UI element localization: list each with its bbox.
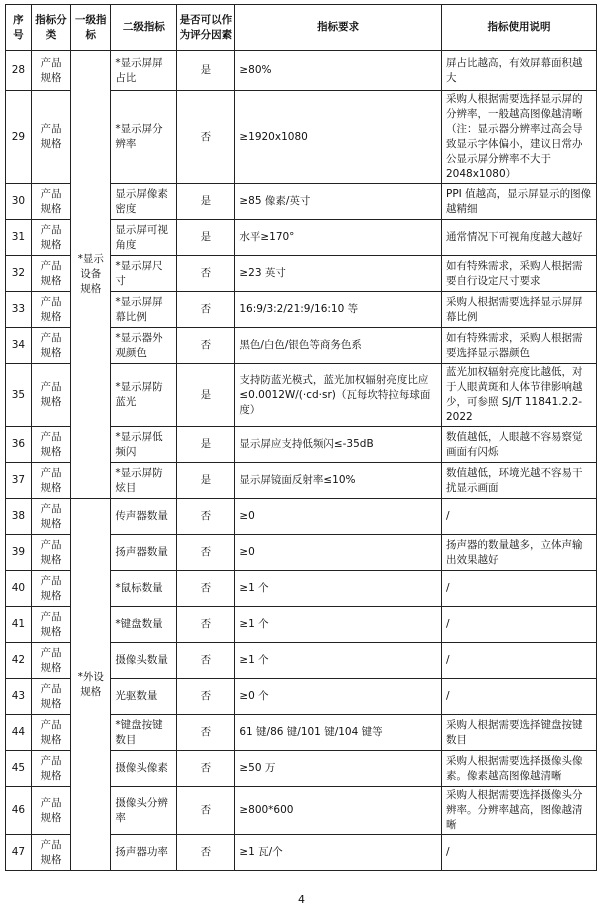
row-requirement: ≥1920x1080	[235, 91, 442, 184]
row-notes: 如有特殊需求，采购人根据需要自行设定尺寸要求	[441, 256, 596, 292]
group-peripheral: *外设规格	[71, 499, 111, 871]
row-requirement: ≥50 万	[235, 751, 442, 787]
row-scoring: 是	[177, 51, 235, 91]
row-seq: 28	[6, 51, 32, 91]
row-notes: 采购人根据需要选择摄像头分辨率。分辨率越高，图像越清晰	[441, 787, 596, 835]
row-category: 产品规格	[31, 184, 70, 220]
row-scoring: 否	[177, 499, 235, 535]
row-notes: 数值越低，人眼越不容易察觉画面有闪烁	[441, 427, 596, 463]
row-category: 产品规格	[31, 463, 70, 499]
row-scoring: 是	[177, 463, 235, 499]
row-level2: *显示屏尺寸	[111, 256, 177, 292]
row-scoring: 否	[177, 571, 235, 607]
row-level2: *显示屏分辨率	[111, 91, 177, 184]
row-seq: 39	[6, 535, 32, 571]
row-requirement: 显示屏镜面反射率≤10%	[235, 463, 442, 499]
row-seq: 30	[6, 184, 32, 220]
row-notes: PPI 值越高，显示屏显示的图像越精细	[441, 184, 596, 220]
row-notes: 数值越低，环境光越不容易干扰显示画面	[441, 463, 596, 499]
row-requirement: ≥23 英寸	[235, 256, 442, 292]
row-level2: 传声器数量	[111, 499, 177, 535]
row-category: 产品规格	[31, 91, 70, 184]
row-requirement: ≥1 个	[235, 643, 442, 679]
row-seq: 31	[6, 220, 32, 256]
row-level2: *键盘数量	[111, 607, 177, 643]
row-category: 产品规格	[31, 51, 70, 91]
row-requirement: ≥1 个	[235, 571, 442, 607]
row-scoring: 否	[177, 292, 235, 328]
row-category: 产品规格	[31, 715, 70, 751]
row-notes: /	[441, 607, 596, 643]
row-scoring: 否	[177, 607, 235, 643]
row-level2: *鼠标数量	[111, 571, 177, 607]
row-requirement: 16:9/3:2/21:9/16:10 等	[235, 292, 442, 328]
row-seq: 47	[6, 835, 32, 871]
row-notes: 采购人根据需要选择摄像头像素。像素越高图像越清晰	[441, 751, 596, 787]
row-notes: /	[441, 679, 596, 715]
row-requirement: ≥800*600	[235, 787, 442, 835]
row-requirement: ≥0 个	[235, 679, 442, 715]
row-level2: *显示屏屏占比	[111, 51, 177, 91]
row-category: 产品规格	[31, 256, 70, 292]
row-scoring: 否	[177, 715, 235, 751]
row-requirement: 黑色/白色/银色等商务色系	[235, 328, 442, 364]
row-seq: 37	[6, 463, 32, 499]
header-notes: 指标使用说明	[441, 5, 596, 51]
row-scoring: 是	[177, 427, 235, 463]
row-scoring: 否	[177, 328, 235, 364]
row-level2: *显示屏屏幕比例	[111, 292, 177, 328]
table-row	[6, 499, 597, 535]
row-level2: 摄像头分辨率	[111, 787, 177, 835]
row-category: 产品规格	[31, 499, 70, 535]
row-seq: 42	[6, 643, 32, 679]
row-seq: 45	[6, 751, 32, 787]
row-scoring: 否	[177, 787, 235, 835]
row-requirement: ≥1 个	[235, 607, 442, 643]
row-requirement: 支持防蓝光模式，蓝光加权辐射亮度比应≤0.0012W/(·cd·sr)（瓦每坎特拉每球面度）	[235, 364, 442, 427]
row-category: 产品规格	[31, 535, 70, 571]
row-scoring: 否	[177, 751, 235, 787]
row-category: 产品规格	[31, 751, 70, 787]
row-seq: 36	[6, 427, 32, 463]
header-scoring: 是否可以作为评分因素	[177, 5, 235, 51]
header-seq: 序号	[6, 5, 32, 51]
row-seq: 41	[6, 607, 32, 643]
row-category: 产品规格	[31, 679, 70, 715]
row-requirement: 显示屏应支持低频闪≤-35dB	[235, 427, 442, 463]
spec-table	[5, 4, 597, 871]
row-seq: 29	[6, 91, 32, 184]
row-seq: 43	[6, 679, 32, 715]
row-seq: 33	[6, 292, 32, 328]
group-display: *显示设备规格	[71, 51, 111, 499]
row-category: 产品规格	[31, 292, 70, 328]
row-level2: 扬声器数量	[111, 535, 177, 571]
row-requirement: ≥80%	[235, 51, 442, 91]
row-seq: 44	[6, 715, 32, 751]
row-notes: 如有特殊需求，采购人根据需要选择显示器颜色	[441, 328, 596, 364]
row-notes: /	[441, 499, 596, 535]
row-seq: 46	[6, 787, 32, 835]
row-requirement: ≥0	[235, 499, 442, 535]
row-category: 产品规格	[31, 571, 70, 607]
row-seq: 40	[6, 571, 32, 607]
row-level2: *键盘按键数目	[111, 715, 177, 751]
row-level2: *显示器外观颜色	[111, 328, 177, 364]
row-seq: 38	[6, 499, 32, 535]
header-level2: 二级指标	[111, 5, 177, 51]
header-level1: 一级指标	[71, 5, 111, 51]
row-category: 产品规格	[31, 835, 70, 871]
row-category: 产品规格	[31, 220, 70, 256]
row-scoring: 是	[177, 184, 235, 220]
row-notes: 通常情况下可视角度越大越好	[441, 220, 596, 256]
row-scoring: 否	[177, 256, 235, 292]
row-scoring: 是	[177, 364, 235, 427]
row-seq: 32	[6, 256, 32, 292]
row-level2: *显示屏低频闪	[111, 427, 177, 463]
row-category: 产品规格	[31, 607, 70, 643]
row-notes: 蓝光加权辐射亮度比越低，对于人眼黄斑和人体节律影响越少，可参照 SJ/T 11841.2.2-2022	[441, 364, 596, 427]
row-level2: 摄像头像素	[111, 751, 177, 787]
page-number: 4	[298, 893, 305, 906]
row-level2: 扬声器功率	[111, 835, 177, 871]
row-seq: 35	[6, 364, 32, 427]
row-level2: 摄像头数量	[111, 643, 177, 679]
row-notes: 采购人根据需要选择键盘按键数目	[441, 715, 596, 751]
row-requirement: 水平≥170°	[235, 220, 442, 256]
row-requirement: 61 键/86 键/101 键/104 键等	[235, 715, 442, 751]
row-category: 产品规格	[31, 787, 70, 835]
row-notes: 采购人根据需要选择显示屏屏幕比例	[441, 292, 596, 328]
row-requirement: ≥0	[235, 535, 442, 571]
header-category: 指标分类	[31, 5, 70, 51]
row-category: 产品规格	[31, 328, 70, 364]
row-scoring: 否	[177, 91, 235, 184]
row-level2: 显示屏可视角度	[111, 220, 177, 256]
row-notes: 屏占比越高，有效屏幕面积越大	[441, 51, 596, 91]
row-scoring: 否	[177, 535, 235, 571]
row-seq: 34	[6, 328, 32, 364]
table-row	[6, 51, 597, 91]
row-scoring: 否	[177, 643, 235, 679]
row-notes: /	[441, 835, 596, 871]
row-level2: 显示屏像素密度	[111, 184, 177, 220]
header-row	[6, 5, 597, 51]
row-level2: *显示屏防蓝光	[111, 364, 177, 427]
header-requirement: 指标要求	[235, 5, 442, 51]
row-scoring: 否	[177, 679, 235, 715]
row-category: 产品规格	[31, 427, 70, 463]
row-notes: /	[441, 571, 596, 607]
row-scoring: 是	[177, 220, 235, 256]
row-notes: 采购人根据需要选择显示屏的分辨率，一般越高图像越清晰（注：显示器分辨率过高会导致显示字体偏小，建议日常办公显示屏分辨率不大于 2048x1080）	[441, 91, 596, 184]
row-scoring: 否	[177, 835, 235, 871]
row-notes: /	[441, 643, 596, 679]
row-category: 产品规格	[31, 643, 70, 679]
table-body	[6, 51, 597, 871]
row-level2: 光驱数量	[111, 679, 177, 715]
row-requirement: ≥1 瓦/个	[235, 835, 442, 871]
row-requirement: ≥85 像素/英寸	[235, 184, 442, 220]
row-category: 产品规格	[31, 364, 70, 427]
row-level2: *显示屏防炫目	[111, 463, 177, 499]
row-notes: 扬声器的数量越多，立体声输出效果越好	[441, 535, 596, 571]
